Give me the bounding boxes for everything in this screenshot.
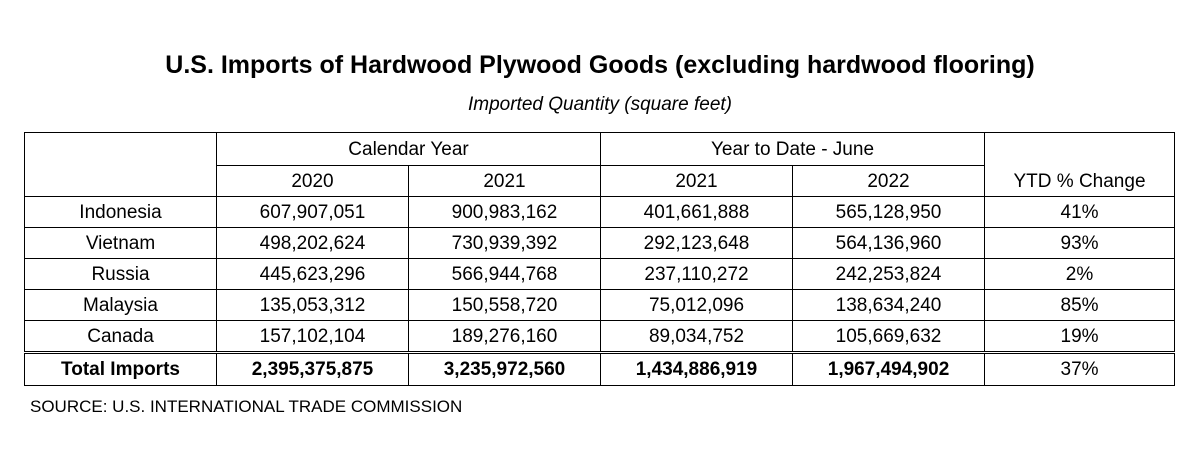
total-value-cell: 2,395,375,875 <box>217 353 409 386</box>
year-header-ytd-2022: 2022 <box>793 166 985 197</box>
change-cell: 85% <box>985 290 1175 321</box>
country-cell: Vietnam <box>25 228 217 259</box>
table-subtitle: Imported Quantity (square feet) <box>467 94 732 115</box>
value-cell: 89,034,752 <box>601 321 793 353</box>
year-header-cy-2020: 2020 <box>217 166 409 197</box>
calendar-year-header: Calendar Year <box>217 133 601 166</box>
change-cell: 19% <box>985 321 1175 353</box>
value-cell: 607,907,051 <box>217 197 409 228</box>
value-cell: 498,202,624 <box>217 228 409 259</box>
change-cell: 93% <box>985 228 1175 259</box>
year-header-ytd-2021: 2021 <box>601 166 793 197</box>
table-row <box>25 197 1175 228</box>
total-value-cell: 1,967,494,902 <box>793 353 985 386</box>
table-title: U.S. Imports of Hardwood Plywood Goods (excluding hardwood flooring) <box>165 51 1035 79</box>
year-header-cy-2021: 2021 <box>409 166 601 197</box>
year-to-date-header: Year to Date - June <box>601 133 985 166</box>
country-cell: Indonesia <box>25 197 217 228</box>
table-row <box>25 228 1175 259</box>
imports-table <box>24 132 1175 386</box>
value-cell: 292,123,648 <box>601 228 793 259</box>
value-cell: 135,053,312 <box>217 290 409 321</box>
country-cell: Russia <box>25 259 217 290</box>
total-value-cell: 1,434,886,919 <box>601 353 793 386</box>
table-row <box>25 259 1175 290</box>
value-cell: 237,110,272 <box>601 259 793 290</box>
total-row <box>25 353 1175 386</box>
country-cell: Malaysia <box>25 290 217 321</box>
source-note: SOURCE: U.S. INTERNATIONAL TRADE COMMISSION <box>30 397 463 416</box>
value-cell: 564,136,960 <box>793 228 985 259</box>
value-cell: 105,669,632 <box>793 321 985 353</box>
value-cell: 445,623,296 <box>217 259 409 290</box>
value-cell: 150,558,720 <box>409 290 601 321</box>
value-cell: 189,276,160 <box>409 321 601 353</box>
value-cell: 157,102,104 <box>217 321 409 353</box>
ytd-change-header-label: YTD % Change <box>1013 171 1146 192</box>
total-change-cell: 37% <box>985 353 1175 386</box>
group-header-row <box>25 133 1175 166</box>
value-cell: 730,939,392 <box>409 228 601 259</box>
table-row <box>25 290 1175 321</box>
total-label-cell: Total Imports <box>25 353 217 386</box>
table-row <box>25 321 1175 353</box>
value-cell: 566,944,768 <box>409 259 601 290</box>
country-header-cell <box>25 133 217 197</box>
value-cell: 75,012,096 <box>601 290 793 321</box>
ytd-change-header <box>985 133 1175 197</box>
value-cell: 565,128,950 <box>793 197 985 228</box>
country-cell: Canada <box>25 321 217 353</box>
value-cell: 900,983,162 <box>409 197 601 228</box>
change-cell: 2% <box>985 259 1175 290</box>
change-cell: 41% <box>985 197 1175 228</box>
value-cell: 138,634,240 <box>793 290 985 321</box>
total-value-cell: 3,235,972,560 <box>409 353 601 386</box>
value-cell: 401,661,888 <box>601 197 793 228</box>
value-cell: 242,253,824 <box>793 259 985 290</box>
